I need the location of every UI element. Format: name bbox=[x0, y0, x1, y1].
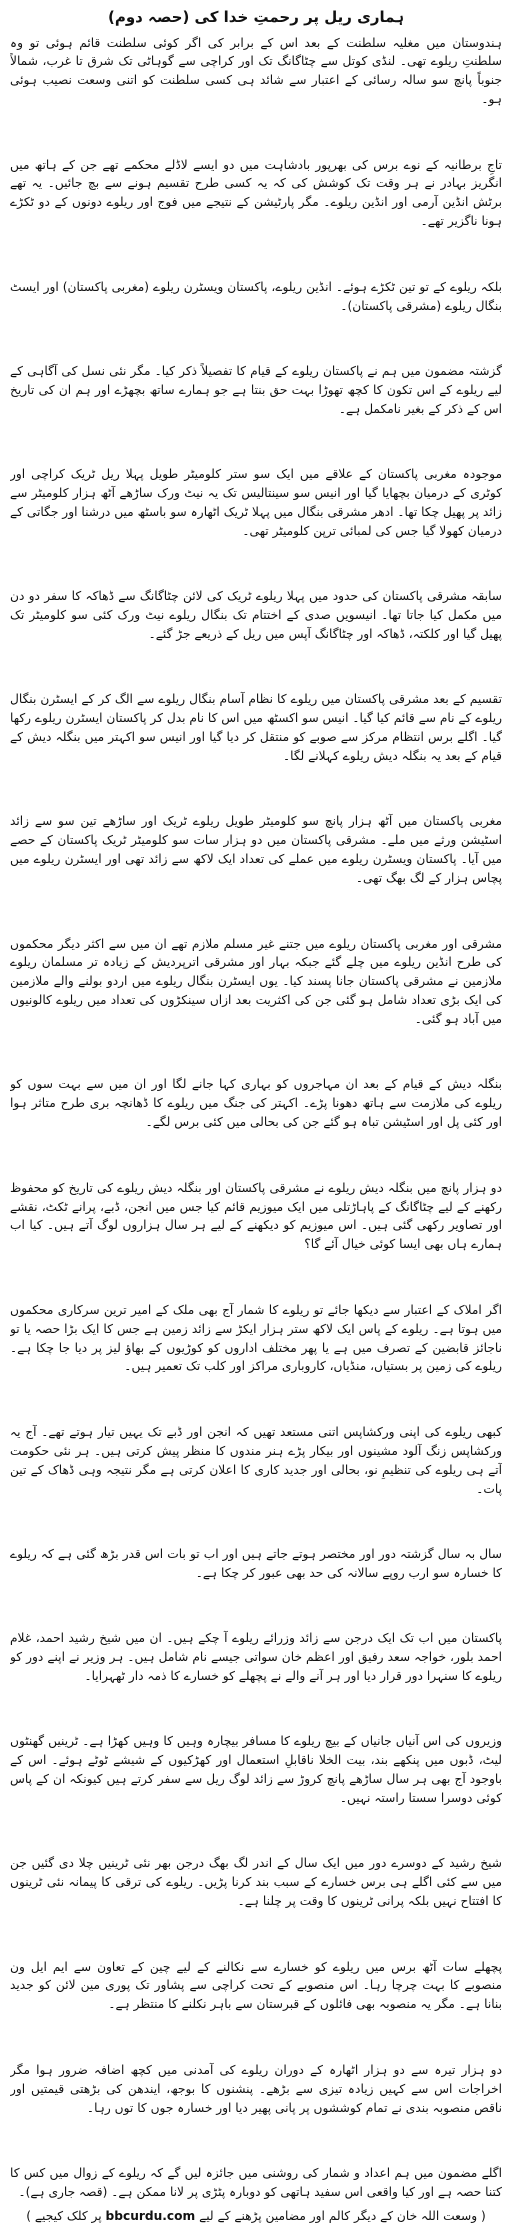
article-paragraph: گزشتہ مضمون میں ہم نے پاکستان ریلوے کے قیام کا تفصیلاً ذکر کیا۔ مگر نئی نسل کی آگاہی کے لیے ریلوے کے اس تکون کا کچھ تھوڑا بہت حق بنتا ہے جو ہمارے ساتھ بچھڑے اور ہم ان کی تاریخ اس کے ذکر کے بغیر نامکمل ہے۔ bbox=[10, 363, 502, 416]
article-paragraph: سابقہ مشرقی پاکستان کی حدود میں پہلا ریلوے ٹریک کی لائن چٹاگانگ سے ڈھاکہ کا سفر دو دن میں مکمل کیا جاتا تھا۔ انیسویں صدی کے اختتام تک بنگال ریلوے نیٹ ورک کئی سو کلومیٹر تک پھیل گیا اور کلکتہ، ڈھاکہ اور چٹاگانگ آپس میں ریل کے ذریعے جڑ گئے۔ bbox=[10, 589, 502, 641]
article-paragraph: مشرقی اور مغربی پاکستان ریلوے میں جتنے غیر مسلم ملازم تھے ان میں سے اکثر دیگر محکموں کی طرح انڈین ریلوے میں چلے گئے جبکہ بہار اور مشرقی اترپردیش کے زیادہ تر مسلمان ریلوے ملازمین نے مشرقی پاکستان جانا پسند کیا۔ یوں ایسٹرن بنگال ریلوے میں اردو بولنے والے ملازمین کی ایک بڑی تعداد شامل ہو گئی جن کی اکثریت بعد ازاں سینکڑوں کی تعداد میں ریلوے کالونیوں میں آباد ہو گئی۔ bbox=[10, 936, 502, 1027]
article-paragraph: بلکہ ریلوے کے تو تین ٹکڑے ہوئے۔ انڈین ریلوے، پاکستان ویسٹرن ریلوے (مغربی پاکستان) اور ایسٹ بنگال ریلوے (مشرقی پاکستان)۔ bbox=[10, 279, 502, 313]
article-paragraph: دو ہزار پانچ میں بنگلہ دیش ریلوے نے مشرقی پاکستان اور بنگلہ دیش ریلوے کی تاریخ کو محفوظ رکھنے کے لیے چٹاگانگ کے پاہاڑتلی میں ایک میوزیم قائم کیا جس میں انجن، ڈبے، پرانے ٹکٹ، نقشے اور تصاویر رکھی گئی ہیں۔ اس میوزیم کو دیکھنے کے لیے ہر سال ہزاروں لوگ آتے ہیں۔ کیا اب ہمارے ہاں بھی ایسا کوئی خیال آئے گا؟ bbox=[10, 1180, 502, 1252]
article-paragraph: بنگلہ دیش کے قیام کے بعد ان مہاجروں کو بہاری کہا جانے لگا اور ان میں سے بہت سوں کو ریلوے کی ملازمت سے ہاتھ دھونا پڑے۔ اکہتر کی جنگ میں ریلوے کا ڈھانچہ بری طرح متاثر ہوا اور کئی پل اور اسٹیشن تباہ ہو گئے جن کی بحالی میں کئی برس لگے۔ bbox=[10, 1077, 502, 1130]
article-paragraph: سال بہ سال گزشتہ دور اور مختصر ہوتے جاتے ہیں اور اب تو بات اس قدر بڑھ گئی ہے کہ ریلوے کا خسارہ سو ارب روپے سالانہ کی حد بھی عبور کر چکا ہے۔ bbox=[10, 1546, 502, 1580]
article-paragraph: اگر املاک کے اعتبار سے دیکھا جائے تو ریلوے کا شمار آج بھی ملک کے امیر ترین سرکاری محکموں میں ہوتا ہے۔ ریلوے کے پاس ایک لاکھ ستر ہزار ایکڑ سے زائد زمین ہے جس کا ایک بڑا حصہ یا تو ناجائز قابضین کے تصرف میں ہے یا پھر مختلف اداروں کو کوڑیوں کے بھاؤ لیز پر دیا جا چکا ہے۔ ریلوے کی زمین پر بستیاں، منڈیاں، کاروباری مراکز اور کلب تک تعمیر ہیں۔ bbox=[10, 1302, 502, 1374]
article-footer bbox=[10, 2208, 502, 2225]
article-paragraph: تاجِ برطانیہ کے نوے برس کی بھرپور بادشاہت میں دو ایسے لاڈلے محکمے تھے جن کے ہاتھ میں انگریز بہادر نے ہر وقت تک کوشش کی کہ یہ کسی طرح تقسیم ہونے سے بچ جائیں۔ یہ تھے برٹش انڈین آرمی اور انڈین ریلوے۔ مگر پارٹیشن کے نتیجے میں فوج اور ریلوے دونوں کے دو ٹکڑے ہونا ناگزیر تھے۔ bbox=[10, 157, 502, 229]
article-paragraph: پاکستان میں اب تک ایک درجن سے زائد وزرائے ریلوے آ چکے ہیں۔ ان میں شیخ رشید احمد، غلام احمد بلور، خواجہ سعد رفیق اور اعظم خان سواتی جیسے نام شامل ہیں۔ ہر وزیر نے اپنے دور کو ریلوے کا سنہرا دور قرار دیا اور ہر آنے والے نے پچھلے کو خسارے کا ذمہ دار ٹھہرایا۔ bbox=[10, 1631, 502, 1683]
article-paragraph: موجودہ مغربی پاکستان کے علاقے میں ایک سو ستر کلومیٹر طویل پہلا ریل ٹریک کراچی اور کوٹری کے درمیان بچھایا گیا اور انیس سو سینتالیس تک یہ نیٹ ورک ساڑھے آٹھ ہزار کلومیٹر سے زائد پر پھیل چکا تھا۔ ادھر مشرقی بنگال میں پہلا ٹریک اٹھارہ سو باسٹھ میں درشنا اور جگاتی کے درمیان کھولا گیا جس کی لمبائی ترپن کلومیٹر تھی۔ bbox=[10, 467, 502, 538]
article-paragraph: پچھلے سات آٹھ برس میں ریلوے کو خسارے سے نکالنے کے لیے چین کے تعاون سے ایم ایل ون منصوبے کا بہت چرچا رہا۔ اس منصوبے کے تحت کراچی سے پشاور تک پوری مین لائن کو جدید بنانا ہے۔ مگر یہ منصوبہ بھی فائلوں کے قبرستان سے باہر نکلنے کا منتظر ہے۔ bbox=[10, 1959, 502, 2012]
article-paragraph: شیخ رشید کے دوسرے دور میں ایک سال کے اندر لگ بھگ درجن بھر نئی ٹرینیں چلا دی گئیں جن میں سے کئی اگلے ہی برس خسارے کے سبب بند کرنا پڑیں۔ ریلوے کی ترقی کا پیمانہ نئی ٹرینوں کا افتتاح نہیں بلکہ پرانی ٹرینوں کا وقت پر چلنا ہے۔ bbox=[10, 1856, 502, 1909]
footer-after-text: پر کلک کیجیے ) bbox=[26, 2208, 102, 2223]
article-title: ہماری ریل پر رحمتِ خدا کی (حصہ دوم) bbox=[107, 8, 405, 26]
article-paragraph: اگلے مضمون میں ہم اعداد و شمار کی روشنی میں جائزہ لیں گے کہ ریلوے کے زوال میں کس کا کتنا حصہ ہے اور کیا واقعی اس سفید ہاتھی کو دوبارہ پٹڑی پر لانا ممکن ہے۔ (قصہ جاری ہے)۔ bbox=[10, 2165, 502, 2199]
bbcurdu-link[interactable]: bbcurdu.com bbox=[105, 2208, 196, 2223]
article-paragraph: ہندوستان میں مغلیہ سلطنت کے بعد اس کے برابر کی اگر کوئی سلطنت قائم ہوئی تو وہ سلطنتِ ریلوے تھی۔ لنڈی کوتل سے چٹاگانگ تک اور کراچی سے گوہاٹی تک شرق تا غرب، شمالاً جنوباً پانچ سو سالہ رسائی کے اعتبار سے شائد ہی کسی سلطنت کو اتنی وسعت نصیب ہوئی ہو۔ bbox=[10, 35, 502, 107]
article-paragraph: مغربی پاکستان میں آٹھ ہزار پانچ سو کلومیٹر طویل ریلوے ٹریک اور ساڑھے تین سو سے زائد اسٹیشن ورثے میں ملے۔ مشرقی پاکستان میں دو ہزار سات سو کلومیٹر ٹریک پاکستان کے حصے میں آیا۔ پاکستان ویسٹرن ریلوے میں عملے کی تعداد ایک لاکھ سے زائد تھی اور ایسٹرن ریلوے میں پچاس ہزار کے لگ بھگ تھی۔ bbox=[10, 814, 502, 886]
article-paragraph: کبھی ریلوے کی اپنی ورکشاپس اتنی مستعد تھیں کہ انجن اور ڈبے تک یہیں تیار ہوتے تھے۔ آج یہ ورکشاپس زنگ آلود مشینوں اور بیکار پڑے ہنر مندوں کا منظر پیش کرتی ہیں۔ ہر نئی حکومت آتے ہی ریلوے کی تنظیمِ نو، بحالی اور جدید کاری کا اعلان کرتی ہے مگر نتیجہ وہی ڈھاک کے تین پات۔ bbox=[10, 1424, 502, 1496]
article-paragraph: وزیروں کی اس آنیاں جانیاں کے بیچ ریلوے کا مسافر بیچارہ وہیں کا وہیں کھڑا ہے۔ ٹرینیں گھنٹوں لیٹ، ڈبوں میں پنکھے بند، بیت الخلا ناقابلِ استعمال اور کھڑکیوں کے شیشے ٹوٹے ہوئے۔ اس کے باوجود آج بھی ہر سال ساڑھے پانچ کروڑ سے زائد لوگ ریل سے سفر کرتے ہیں کیونکہ ان کے پاس کوئی دوسرا سستا راستہ نہیں۔ bbox=[10, 1734, 502, 1806]
article-paragraph: دو ہزار تیرہ سے دو ہزار اٹھارہ کے دوران ریلوے کی آمدنی میں کچھ اضافہ ضرور ہوا مگر اخراجات اس سے کہیں زیادہ تیزی سے بڑھے۔ پنشنوں کا بوجھ، ایندھن کی بڑھتی قیمتیں اور ناقص منصوبہ بندی نے تمام کوششوں پر پانی پھیر دیا اور خسارہ جوں کا توں رہا۔ bbox=[10, 2062, 502, 2115]
article-paragraph: تقسیم کے بعد مشرقی پاکستان میں ریلوے کا نظام آسام بنگال ریلوے سے الگ کر کے ایسٹرن بنگال ریلوے کے نام سے قائم کیا گیا۔ انیس سو اکسٹھ میں اس کا نام بدل کر پاکستان ایسٹرن ریلوے رکھا گیا۔ اگلے برس انتظام مرکز سے صوبے کو منتقل کر دیا گیا اور انیس سو اکہتر میں بنگلہ دیش کے قیام کے بعد یہ بنگلہ دیش ریلوے کہلانے لگا۔ bbox=[10, 692, 502, 764]
footer-text: ( وسعت اللہ خان کے دیگر کالم اور مضامین پڑھنے کے لیے bbox=[199, 2208, 486, 2223]
article-body bbox=[10, 34, 502, 2202]
